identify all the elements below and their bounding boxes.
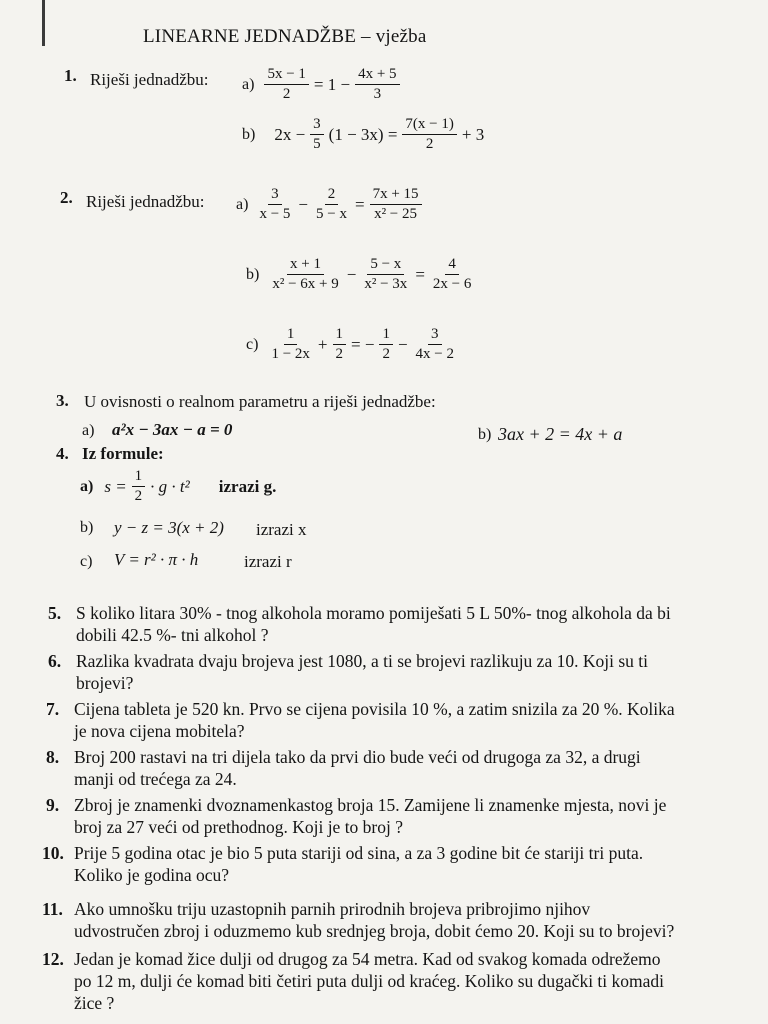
equation-operator: − xyxy=(397,334,408,354)
problem-text-line: dobili 42.5 %- tni alkohol ? xyxy=(76,625,269,645)
problem-text-line: Ako umnošku triju uzastopnih parnih prirodnih brojeva pribrojimo njihov xyxy=(74,899,591,919)
fraction-numerator: 3 xyxy=(268,186,282,205)
word-problem-8 xyxy=(46,746,734,790)
equation-term: 2x − xyxy=(274,124,306,144)
problem-3a-equation: a²x − 3ax − a = 0 xyxy=(112,420,233,439)
problem-4a-formula xyxy=(80,468,276,505)
problem-2b-equation xyxy=(246,256,476,293)
fraction-denominator: 3 xyxy=(373,86,382,102)
fraction-numerator: 1 xyxy=(132,468,146,487)
equation-operator: − xyxy=(298,194,308,214)
fraction-numerator: 5x − 1 xyxy=(264,66,308,85)
problem-number: 10. xyxy=(42,843,64,863)
word-problem-9 xyxy=(46,794,734,838)
fraction-numerator: 7(x − 1) xyxy=(402,116,456,135)
word-problem-12 xyxy=(42,948,734,1014)
equation-term: + 3 xyxy=(461,124,485,144)
fraction-denominator: 5 − x xyxy=(316,206,347,222)
fraction-denominator: 2 xyxy=(282,86,291,102)
fraction-denominator: 2 xyxy=(382,346,390,362)
item-letter: b) xyxy=(246,265,260,283)
word-problem-10 xyxy=(42,842,734,886)
item-letter: c) xyxy=(246,335,259,353)
problem-1b-equation xyxy=(242,116,487,153)
problem-text-line: Cijena tableta je 520 kn. Prvo se cijena povisila 10 %, a zatim snizila za 20 %. Kolika xyxy=(74,699,675,719)
problem-text-line: Prije 5 godina otac je bio 5 puta stariji od sina, a za 3 godine bit će stariji tri puta. xyxy=(74,843,644,863)
equation-operator: = xyxy=(354,194,365,214)
fraction-denominator: 5 xyxy=(313,136,321,152)
problem-4b-formula: y − z = 3(x + 2) xyxy=(114,518,224,537)
fraction-numerator: 4x + 5 xyxy=(355,66,399,85)
problem-text-line: Broj 200 rastavi na tri dijela tako da prvi dio bude veći od drugoga za 32, a drugi xyxy=(74,747,641,767)
equation-operator: − xyxy=(346,264,357,284)
problem-2-label: Riješi jednadžbu: xyxy=(86,192,205,211)
fraction-numerator: 1 xyxy=(379,326,393,345)
problem-number: 6. xyxy=(48,651,62,671)
equation-operator: = xyxy=(415,264,425,284)
instruction-text: izrazi x xyxy=(256,520,307,539)
instruction-text: izrazi r xyxy=(244,552,292,571)
item-letter: b) xyxy=(478,426,492,443)
word-problem-7 xyxy=(46,698,734,742)
formula-term: s = xyxy=(104,476,127,496)
word-problem-11 xyxy=(42,898,734,942)
fraction-denominator: x² − 25 xyxy=(374,206,418,222)
fraction-denominator: 2 xyxy=(335,346,343,362)
problem-number: 9. xyxy=(46,795,60,815)
problem-3b-equation: 3ax + 2 = 4x + a xyxy=(498,424,623,444)
problem-text-line: Koliko je godina ocu? xyxy=(74,865,230,885)
problem-text-line: Razlika kvadrata dvaju brojeva jest 1080, a ti se brojevi razlikuju za 10. Koji su ti xyxy=(76,651,648,671)
problem-1-label: Riješi jednadžbu: xyxy=(90,70,209,89)
problem-number: 8. xyxy=(46,747,60,767)
problem-text-line: je nova cijena mobitela? xyxy=(74,721,245,741)
problem-text-line: po 12 m, dulji će komad biti četiri puta dulji od kraćeg. Koliko su dugački ti komadi xyxy=(74,971,665,991)
word-problem-5 xyxy=(48,602,736,646)
problem-number: 11. xyxy=(42,899,63,919)
equation-operator: + xyxy=(317,334,328,354)
item-letter: b) xyxy=(242,125,256,143)
problem-2-number: 2. xyxy=(60,188,73,207)
fraction-denominator: x − 5 xyxy=(259,206,291,222)
equation-operator: = − xyxy=(351,334,375,354)
item-letter: a) xyxy=(80,477,94,495)
problem-text-line: žice ? xyxy=(74,993,115,1013)
problem-text-line: S koliko litara 30% - tnog alkohola moramo pomiješati 5 L 50%- tnog alkohola da bi xyxy=(76,603,671,623)
problem-text-line: udvostručen zbroj i oduzmemo kub srednjeg broja, dobit ćemo 20. Koji su to brojevi? xyxy=(74,921,675,941)
fraction-denominator: 1 − 2x xyxy=(271,346,310,362)
fraction-denominator: 2 xyxy=(425,136,434,152)
problem-number: 7. xyxy=(46,699,60,719)
fraction-numerator: 2 xyxy=(325,186,339,205)
fraction-numerator: 1 xyxy=(284,326,298,345)
fraction-numerator: 4 xyxy=(445,256,459,275)
problem-1-number: 1. xyxy=(64,66,77,85)
problem-2a-equation xyxy=(236,186,424,223)
word-problem-6 xyxy=(48,650,736,694)
problem-number: 12. xyxy=(42,949,64,969)
problem-text-line: broj za 27 veći od prethodnog. Koji je to broj ? xyxy=(74,817,404,837)
fraction-numerator: x + 1 xyxy=(287,256,324,275)
problem-3-text: U ovisnosti o realnom parametru a riješi jednadžbe: xyxy=(84,392,436,411)
problem-number: 5. xyxy=(48,603,62,623)
problem-4-text: Iz formule: xyxy=(82,444,164,463)
problem-text-line: Jedan je komad žice dulji od drugog za 54 metra. Kad od svakog komada odrežemo xyxy=(74,949,661,969)
worksheet-title: LINEARNE JEDNADŽBE – vježba xyxy=(143,26,427,47)
binder-margin-line xyxy=(42,0,45,46)
problem-text-line: manji od trećega za 24. xyxy=(74,769,237,789)
problem-1a-equation xyxy=(242,66,402,103)
fraction-numerator: 5 − x xyxy=(367,256,404,275)
fraction-denominator: x² − 6x + 9 xyxy=(272,276,339,292)
fraction-denominator: 4x − 2 xyxy=(415,346,454,362)
instruction-text: izrazi g. xyxy=(218,476,277,496)
problem-2c-equation xyxy=(246,326,459,363)
equation-operator: = 1 − xyxy=(313,74,351,94)
problem-3-number: 3. xyxy=(56,391,69,410)
problem-4c-formula: V = r² · π · h xyxy=(114,550,199,569)
fraction-denominator: 2x − 6 xyxy=(432,276,472,292)
fraction-numerator: 7x + 15 xyxy=(370,186,422,205)
equation-term: (1 − 3x) = xyxy=(328,124,398,144)
fraction-numerator: 3 xyxy=(428,326,442,345)
problem-4-number: 4. xyxy=(56,444,69,463)
problem-text-line: Zbroj je znamenki dvoznamenkastog broja 15. Zamijene li znamenke mjesta, novi je xyxy=(74,795,667,815)
item-letter: b) xyxy=(80,519,94,536)
item-letter: a) xyxy=(242,75,255,93)
fraction-denominator: 2 xyxy=(134,488,143,504)
item-letter: c) xyxy=(80,553,93,570)
item-letter: a) xyxy=(82,422,95,439)
problem-text-line: brojevi? xyxy=(76,673,134,693)
item-letter: a) xyxy=(236,195,249,213)
fraction-numerator: 1 xyxy=(333,326,347,345)
fraction-numerator: 3 xyxy=(310,116,324,135)
formula-term: · g · t² xyxy=(150,476,190,496)
fraction-denominator: x² − 3x xyxy=(364,276,408,292)
